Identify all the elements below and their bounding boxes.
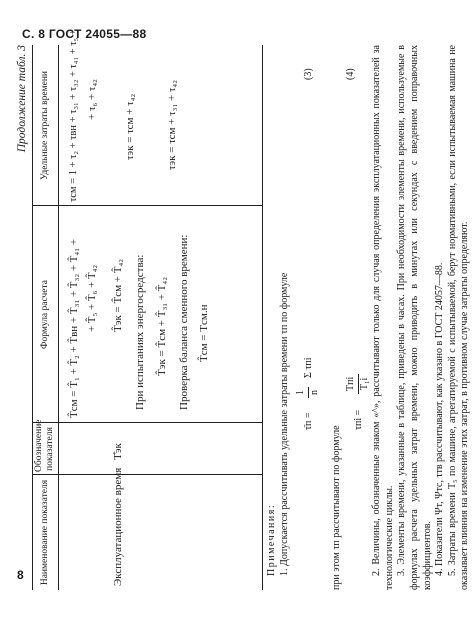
- eq3-lhs: τ̄п =: [303, 412, 315, 430]
- row-symbol: Т̂эк: [112, 443, 124, 460]
- notes-section: [266, 45, 472, 590]
- column-header-symbol: Обозначение показателя: [34, 419, 55, 472]
- eq3-denominator: n: [308, 390, 320, 395]
- notes-title: Примечания:: [266, 503, 277, 576]
- note-5: 5. Затраты времени Т₅ по машине, агрегатируемой с испытываемой, берут нормативными, если испытываемая машина не оказывает влияния на изменение этих затрат, в противном случае затраты определяют.: [446, 45, 471, 590]
- column-header-formula: Формула расчета: [40, 280, 50, 350]
- note-3: 3. Элементы времени, указанные в таблице, приведены в часах. При необходимости элементы времени, используемые в формулах расчета удельных затрат времени, можно приводить в минутах или секундах с введением поправочных коэффициентов.: [396, 45, 433, 590]
- column-divider-2: [32, 422, 262, 423]
- column-divider-1: [32, 474, 262, 475]
- note-2: 2. Величины, обозначенные знаком «^», рассчитывают только для случая определения эксплуатационных показателей за технологические циклы.: [371, 45, 395, 590]
- column-header-name: Наименование показателя: [40, 479, 50, 586]
- formula-shift-time: T̂см = T̂₁ + T̂₂ + T̂вн + T̂₃₁ + T̂₃₂ + T̂₄₁ +: [68, 238, 80, 418]
- page-number: 8: [17, 568, 24, 582]
- eq4-lhs: τпі =: [353, 409, 365, 430]
- eq4-fraction: [345, 374, 371, 394]
- note-4: 4. Показатели Ψт, Ψтс, τтв рассчитывают, как указано в ГОСТ 24057—88.: [434, 262, 446, 576]
- eq3-sum: Σ τпі: [303, 357, 315, 378]
- note-1: 1. Допускается рассчитывать удельные затраты времени τп по формуле: [278, 272, 290, 576]
- eq4-number: (4): [345, 68, 357, 80]
- unit-formula-testing: τэк = τсм + τ₃₁ + τ₄₂: [166, 79, 178, 170]
- eq4-numerator: Tпі: [345, 374, 359, 394]
- table-bottom-rule: [262, 45, 263, 590]
- testing-label: При испытаниях энергосредства:: [134, 254, 146, 410]
- eq3-fraction: [295, 387, 321, 398]
- column-header-unit-time: Удельные затраты времени: [40, 70, 50, 181]
- table-continuation-label: Продолжение табл. 3: [16, 45, 28, 153]
- eq4-intro: при этом τп рассчитывают по формуле: [331, 425, 343, 590]
- column-divider-3: [32, 205, 262, 206]
- row-name: Эксплуатационное время: [112, 467, 124, 586]
- equation-3: [291, 45, 331, 590]
- eq3-numerator: 1: [295, 387, 309, 398]
- formula-testing: T̂эк = T̂см + T̂₃₁ + T̂₄₂: [156, 276, 168, 376]
- unit-formula-shift-cont: + τ₆ + τ₄₂: [86, 78, 98, 120]
- unit-formula-exploitation: τэк = τсм + τ₄₂: [124, 93, 136, 160]
- balance-label: Проверка баланса сменного времени:: [178, 234, 190, 410]
- equation-4: [331, 45, 371, 590]
- unit-formula-shift: τсм = 1 + τ₂ + τвн + τ₃₁ + τ₃₂ + τ₄₁ + τ₅ +: [68, 29, 79, 202]
- eq4-denominator: T₁і: [358, 377, 370, 391]
- page-header: С. 8 ГОСТ 24055—88: [22, 27, 147, 41]
- formula-shift-time-cont: + T̂₅ + T̂₆ + T̂₄₂: [86, 264, 98, 332]
- formula-balance: T̂см = Tсм.н: [198, 304, 210, 362]
- formula-exploitation-time: T̂эк = T̂см + T̂₄₂: [112, 258, 124, 332]
- table-header-rule: [58, 45, 59, 590]
- eq3-number: (3): [303, 68, 315, 80]
- table-top-rule: [32, 45, 33, 590]
